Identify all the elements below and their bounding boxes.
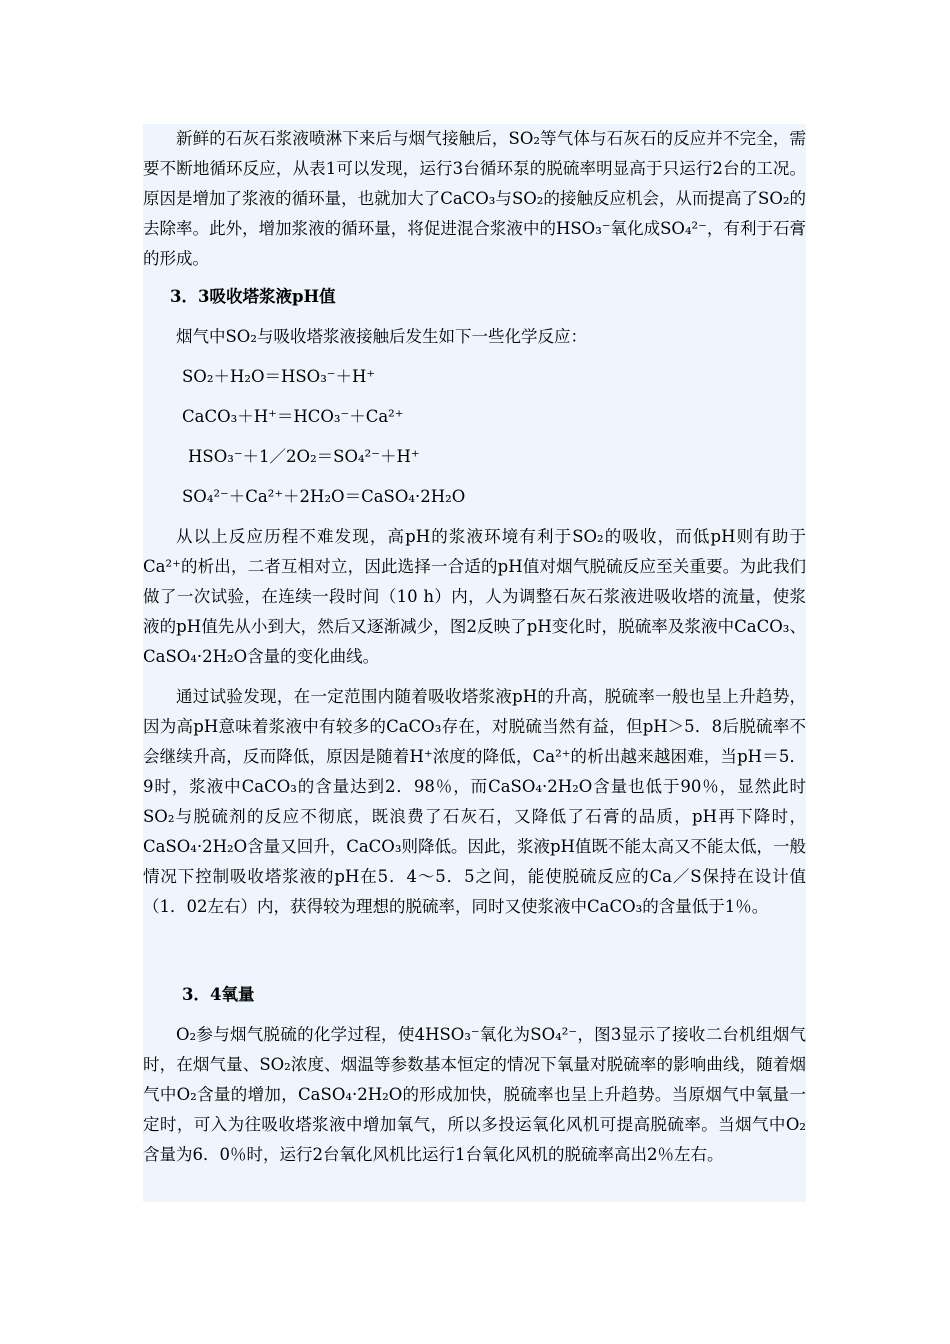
equation-3: HSO₃⁻＋1／2O₂＝SO₄²⁻＋H⁺: [188, 447, 420, 466]
section-heading-3-3: 3．3吸收塔浆液pH值: [170, 287, 336, 306]
paragraph-ph-findings: 通过试验发现，在一定范围内随着吸收塔浆液pH的升高，脱硫率一般也呈上升趋势，因为高pH意味着浆液中有较多的CaCO₃存在，对脱硫当然有益，但pH＞5．8后脱硫率不会继续升高，反而降低，原因是随着H⁺浓度的降低，Ca²⁺的析出越来越困难，当pH＝5．9时，浆液中CaCO₃的含量达到2．98％，而CaSO₄·2H₂O含量也低于90％，显然此时SO₂与脱硫剂的反应不彻底，既浪费了石灰石，又降低了石膏的品质，pH再下降时，CaSO₄·2H₂O含量又回升，CaCO₃则降低。因此，浆液pH值既不能太高又不能太低，一般情况下控制吸收塔浆液的pH在5．4～5．5之间，能使脱硫反应的Ca／S保持在设计值（1．02左右）内，获得较为理想的脱硫率，同时又使浆液中CaCO₃的含量低于1％。: [143, 687, 806, 916]
section-heading-3-4: 3．4氧量: [182, 985, 255, 1004]
paragraph-oxygen: O₂参与烟气脱硫的化学过程，使4HSO₃⁻氧化为SO₄²⁻，图3显示了接收二台机组烟气时，在烟气量、SO₂浓度、烟温等参数基本恒定的情况下氧量对脱硫率的影响曲线，随着烟气中O₂含量的增加，CaSO₄·2H₂O的形成加快，脱硫率也呈上升趋势。当原烟气中氧量一定时，可入为往吸收塔浆液中增加氧气，所以多投运氧化风机可提高脱硫率。当烟气中O₂含量为6．0％时，运行2台氧化风机比运行1台氧化风机的脱硫率高出2％左右。: [143, 1025, 806, 1164]
equation-4: SO₄²⁻＋Ca²⁺＋2H₂O＝CaSO₄·2H₂O: [182, 487, 466, 506]
paragraph-ph-experiment: 从以上反应历程不难发现，高pH的浆液环境有利于SO₂的吸收，而低pH则有助于Ca²⁺的析出，二者互相对立，因此选择一合适的pH值对烟气脱硫反应至关重要。为此我们做了一次试验，在连续一段时间（10 h）内，人为调整石灰石浆液进吸收塔的流量，使浆液的pH值先从小到大，然后又逐渐减少，图2反映了pH变化时，脱硫率及浆液中CaCO₃、CaSO₄·2H₂O含量的变化曲线。: [143, 527, 806, 666]
equation-2: CaCO₃＋H⁺＝HCO₃⁻＋Ca²⁺: [182, 407, 404, 426]
equation-1: SO₂＋H₂O＝HSO₃⁻＋H⁺: [182, 367, 376, 386]
document-body: [143, 124, 806, 1202]
paragraph-reactions-intro: 烟气中SO₂与吸收塔浆液接触后发生如下一些化学反应：: [176, 327, 587, 346]
paragraph-circulation: 新鲜的石灰石浆液喷淋下来后与烟气接触后，SO₂等气体与石灰石的反应并不完全，需要不断地循环反应，从表1可以发现，运行3台循环泵的脱硫率明显高于只运行2台的工况。原因是增加了浆液的循环量，也就加大了CaCO₃与SO₂的接触反应机会，从而提高了SO₂的去除率。此外，增加浆液的循环量，将促进混合浆液中的HSO₃⁻氧化成SO₄²⁻，有利于石膏的形成。: [143, 129, 806, 268]
